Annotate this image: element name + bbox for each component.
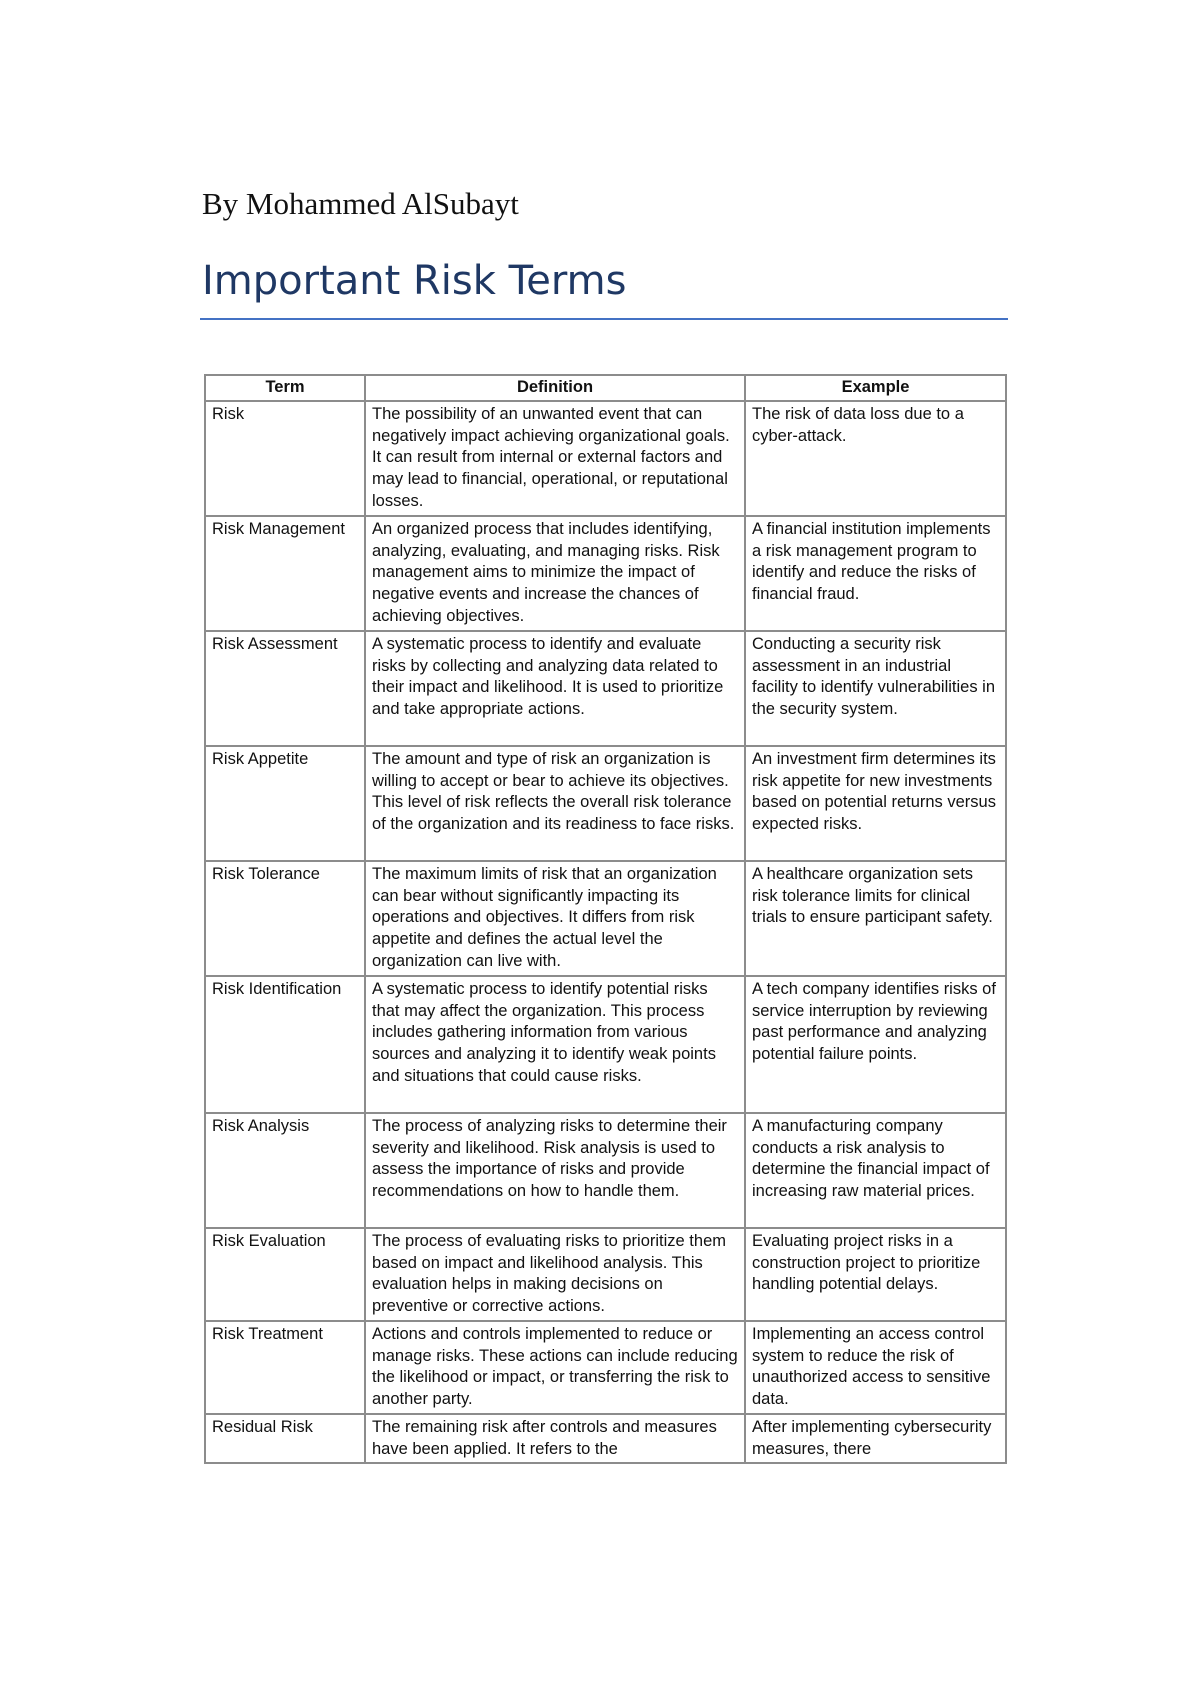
term-cell: Risk Management <box>205 516 365 631</box>
table-row <box>205 746 1006 861</box>
definition-cell: The maximum limits of risk that an organization can bear without significantly impacting its operations and objectives. It differs from risk appetite and defines the actual level the organization can live with. <box>365 861 745 976</box>
definition-cell: A systematic process to identify potential risks that may affect the organization. This process includes gathering information from various sources and analyzing it to identify weak points and situations that could cause risks. <box>365 976 745 1113</box>
table-row <box>205 976 1006 1113</box>
definition-cell: Actions and controls implemented to reduce or manage risks. These actions can include reducing the likelihood or impact, or transferring the risk to another party. <box>365 1321 745 1414</box>
table-row <box>205 516 1006 631</box>
example-cell: Implementing an access control system to reduce the risk of unauthorized access to sensitive data. <box>745 1321 1006 1414</box>
term-cell: Risk Evaluation <box>205 1228 365 1321</box>
term-cell: Risk Treatment <box>205 1321 365 1414</box>
definition-cell: A systematic process to identify and evaluate risks by collecting and analyzing data related to their impact and likelihood. It is used to prioritize and take appropriate actions. <box>365 631 745 746</box>
example-cell: After implementing cybersecurity measures, there <box>745 1414 1006 1463</box>
table-row <box>205 1321 1006 1414</box>
example-cell: The risk of data loss due to a cyber-attack. <box>745 401 1006 516</box>
definition-cell: The possibility of an unwanted event that can negatively impact achieving organizational goals. It can result from internal or external factors and may lead to financial, operational, or reputational losses. <box>365 401 745 516</box>
author-line: By Mohammed AlSubayt <box>202 186 519 221</box>
table-header-row <box>205 375 1006 401</box>
header-term: Term <box>205 375 365 401</box>
definition-cell: The process of evaluating risks to prioritize them based on impact and likelihood analysis. This evaluation helps in making decisions on preventive or corrective actions. <box>365 1228 745 1321</box>
definition-cell: An organized process that includes identifying, analyzing, evaluating, and managing risks. Risk management aims to minimize the impact of negative events and increase the chances of achieving objectives. <box>365 516 745 631</box>
table-row <box>205 401 1006 516</box>
page-title: Important Risk Terms <box>202 258 627 304</box>
example-cell: Evaluating project risks in a construction project to prioritize handling potential delays. <box>745 1228 1006 1321</box>
example-cell: A tech company identifies risks of service interruption by reviewing past performance and analyzing potential failure points. <box>745 976 1006 1113</box>
definition-cell: The process of analyzing risks to determine their severity and likelihood. Risk analysis is used to assess the importance of risks and provide recommendations on how to handle them. <box>365 1113 745 1228</box>
header-example: Example <box>745 375 1006 401</box>
term-cell: Risk Tolerance <box>205 861 365 976</box>
definition-cell: The remaining risk after controls and measures have been applied. It refers to the <box>365 1414 745 1463</box>
header-definition: Definition <box>365 375 745 401</box>
definition-cell: The amount and type of risk an organization is willing to accept or bear to achieve its objectives. This level of risk reflects the overall risk tolerance of the organization and its readiness to face risks. <box>365 746 745 861</box>
example-cell: An investment firm determines its risk appetite for new investments based on potential returns versus expected risks. <box>745 746 1006 861</box>
table-row <box>205 861 1006 976</box>
example-cell: Conducting a security risk assessment in an industrial facility to identify vulnerabilities in the security system. <box>745 631 1006 746</box>
title-underline <box>200 318 1008 320</box>
table-row <box>205 1414 1006 1463</box>
table-row <box>205 1113 1006 1228</box>
table-row <box>205 1228 1006 1321</box>
example-cell: A financial institution implements a risk management program to identify and reduce the risks of financial fraud. <box>745 516 1006 631</box>
term-cell: Residual Risk <box>205 1414 365 1463</box>
term-cell: Risk Appetite <box>205 746 365 861</box>
term-cell: Risk Assessment <box>205 631 365 746</box>
risk-terms-table <box>204 374 1007 1464</box>
term-cell: Risk <box>205 401 365 516</box>
example-cell: A manufacturing company conducts a risk analysis to determine the financial impact of increasing raw material prices. <box>745 1113 1006 1228</box>
example-cell: A healthcare organization sets risk tolerance limits for clinical trials to ensure participant safety. <box>745 861 1006 976</box>
table-row <box>205 631 1006 746</box>
term-cell: Risk Analysis <box>205 1113 365 1228</box>
term-cell: Risk Identification <box>205 976 365 1113</box>
